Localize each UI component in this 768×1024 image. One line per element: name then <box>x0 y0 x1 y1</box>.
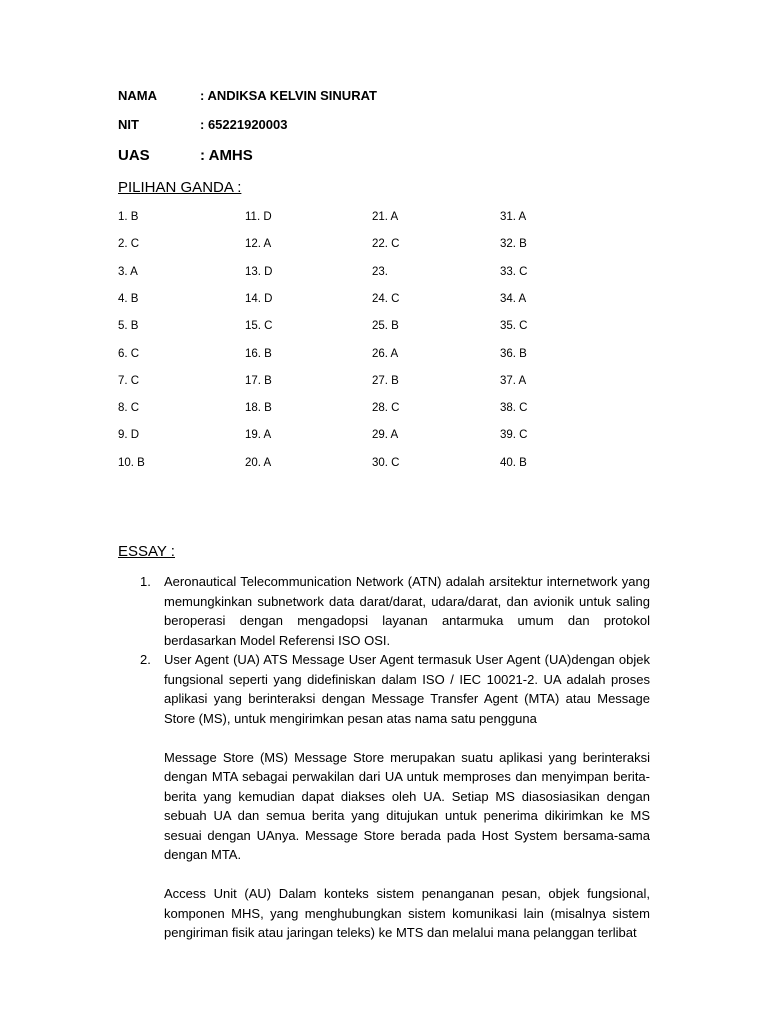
answer-item: 35. C <box>500 320 528 333</box>
answer-item: 37. A <box>500 374 527 387</box>
answer-item: 12. A <box>245 238 272 251</box>
nama-label: NAMA <box>118 88 157 103</box>
answer-item: 26. A <box>372 347 399 360</box>
answer-item: 8. C <box>118 402 140 415</box>
essay-title: ESSAY : <box>118 543 175 560</box>
answer-item: 14. D <box>245 292 273 305</box>
essay-paragraph-ua: User Agent (UA) ATS Message User Agent termasuk User Agent (UA)dengan objek fungsional seperti yang didefiniskan dalam ISO / IEC 10021-2. UA adalah proses aplikasi yang berinteraksi dengan Message Transfer Agent (MTA) atau Message Store (MS), untuk mengirimkan pesan atas nama satu pengguna <box>164 652 650 726</box>
answer-item: 9. D <box>118 429 140 442</box>
answer-item: 2. C <box>118 238 140 251</box>
answer-item: 23. <box>372 265 388 278</box>
answer-item: 30. C <box>372 456 400 469</box>
answer-item: 24. C <box>372 292 400 305</box>
answer-item: 6. C <box>118 347 140 360</box>
answer-item: 1. B <box>118 211 139 223</box>
answer-item: 13. D <box>245 265 273 278</box>
pilihan-ganda-title: PILIHAN GANDA : <box>118 179 242 196</box>
essay-paragraphs-container <box>164 650 650 943</box>
answer-item: 22. C <box>372 238 400 251</box>
answer-item: 7. C <box>118 374 140 387</box>
answer-item: 31. A <box>500 211 527 223</box>
answer-item: 20. A <box>245 456 272 469</box>
answer-item: 39. C <box>500 429 528 442</box>
answer-item: 10. B <box>118 456 145 469</box>
essay-paragraph: Aeronautical Telecommunication Network (ATN) adalah arsitektur internetwork yang memungkinkan subnetwork data darat/darat, udara/darat, dan avionik untuk saling beroperasi dengan mengadopsi layanan antarmuka umum dan protokol berdasarkan Model Referensi ISO OSI. <box>164 574 650 648</box>
answer-item: 11. D <box>245 211 272 223</box>
answer-item: 3. A <box>118 265 138 278</box>
nit-value: : 65221920003 <box>200 117 288 132</box>
answer-item: 29. A <box>372 429 399 442</box>
answer-item: 40. B <box>500 456 527 469</box>
essay-number: 2. <box>140 652 151 667</box>
answer-item: 15. C <box>245 320 273 333</box>
answer-item: 28. C <box>372 402 400 415</box>
answer-item: 17. B <box>245 374 272 387</box>
nit-label: NIT <box>118 117 139 132</box>
nama-value: : ANDIKSA KELVIN SINURAT <box>200 88 377 103</box>
answer-item: 32. B <box>500 238 527 251</box>
uas-value: : AMHS <box>200 147 253 164</box>
answer-item: 34. A <box>500 292 527 305</box>
answer-item: 25. B <box>372 320 399 333</box>
answer-item: 21. A <box>372 211 399 223</box>
answer-item: 18. B <box>245 402 272 415</box>
essay-number: 1. <box>140 574 151 589</box>
essay-paragraph-ms: Message Store (MS) Message Store merupakan suatu aplikasi yang berinteraksi dengan MTA sebagai perwakilan dari UA untuk memproses dan menyimpan berita-berita yang kemudian dapat diakses oleh UA. Setiap MS diasosiasikan dengan sebuah UA dan semua berita yang ditujukan untuk penerima dikirimkan ke MS sesuai dengan UAnya. Message Store berada pada Host System bersama-sama dengan MTA. <box>164 749 650 862</box>
answer-item: 36. B <box>500 347 527 360</box>
answer-item: 33. C <box>500 265 528 278</box>
answer-item: 19. A <box>245 429 272 442</box>
answer-item: 16. B <box>245 347 272 360</box>
essay-paragraph-au: Access Unit (AU) Dalam konteks sistem penanganan pesan, objek fungsional, komponen MHS, yang menghubungkan sistem komunikasi lain (misalnya sistem pengiriman fisik atau jaringan teleks) ke MTS dan melalui mana pelanggan terlibat <box>164 886 650 940</box>
answer-item: 5. B <box>118 320 139 333</box>
answer-item: 4. B <box>118 292 139 305</box>
uas-label: UAS <box>118 147 150 164</box>
answer-item: 38. C <box>500 402 528 415</box>
answer-item: 27. B <box>372 374 399 387</box>
